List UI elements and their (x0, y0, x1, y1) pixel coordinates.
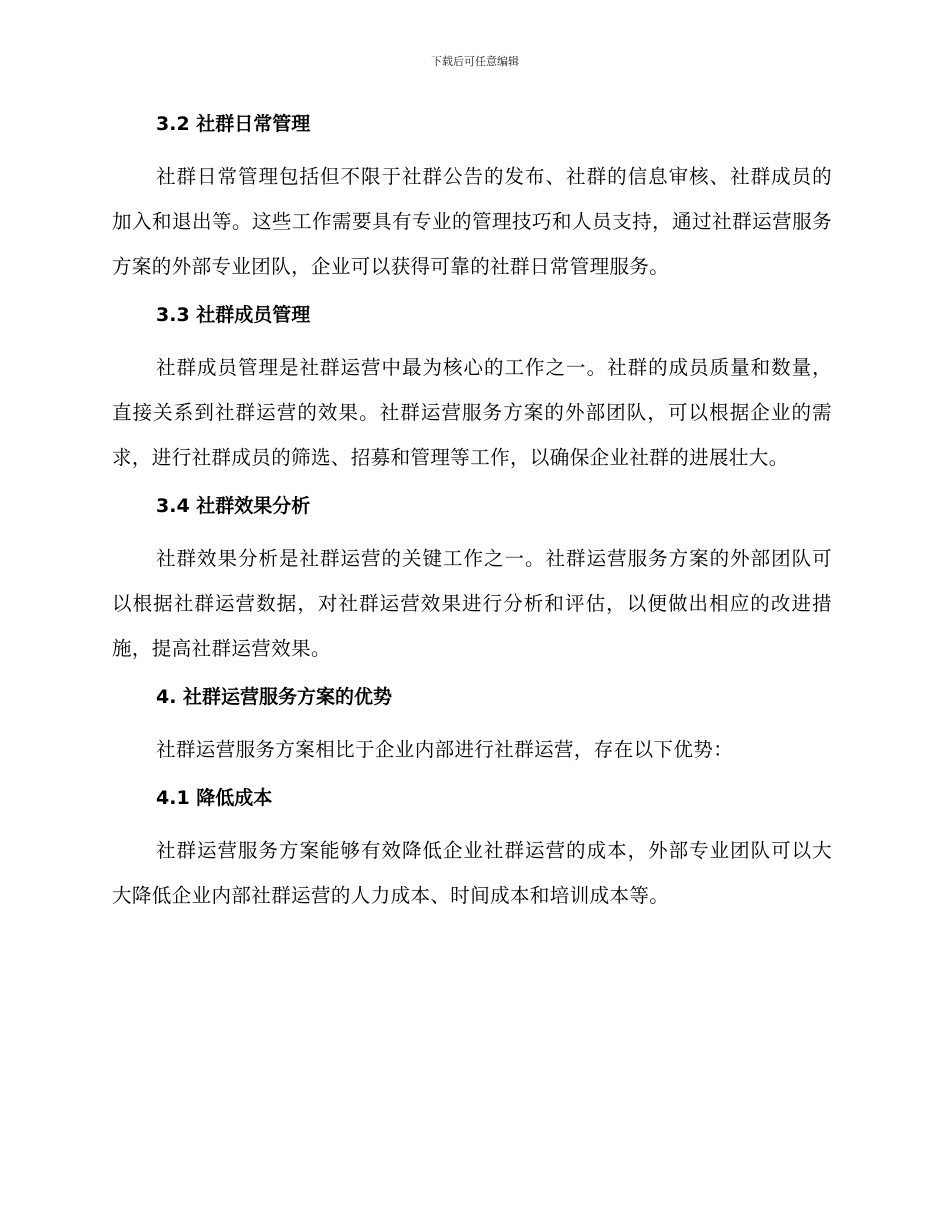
section-heading-3-2: 3.2 社群日常管理 (156, 113, 311, 135)
section-heading-4-1: 4.1 降低成本 (156, 787, 273, 809)
section-paragraph-3-4: 社群效果分析是社群运营的关键工作之一。社群运营服务方案的外部团队可以根据社群运营数据，对社群运营效果进行分析和评估，以便做出相应的改进措施，提高社群运营效果。 (112, 547, 832, 660)
section-heading-4: 4. 社群运营服务方案的优势 (156, 686, 393, 708)
section-paragraph-3-3: 社群成员管理是社群运营中最为核心的工作之一。社群的成员质量和数量，直接关系到社群运营的效果。社群运营服务方案的外部团队，可以根据企业的需求，进行社群成员的筛选、招募和管理等工作，以确保企业社群的进展壮大。 (112, 356, 832, 469)
section-paragraph-3-2: 社群日常管理包括但不限于社群公告的发布、社群的信息审核、社群成员的加入和退出等。这些工作需要具有专业的管理技巧和人员支持，通过社群运营服务方案的外部专业团队，企业可以获得可靠的社群日常管理服务。 (112, 165, 832, 278)
section-paragraph-4: 社群运营服务方案相比于企业内部进行社群运营，存在以下优势： (156, 738, 734, 761)
page-header: 下载后可任意编辑 (431, 55, 519, 68)
section-paragraph-4-1: 社群运营服务方案能够有效降低企业社群运营的成本，外部专业团队可以大大降低企业内部社群运营的人力成本、时间成本和培训成本等。 (112, 839, 832, 907)
document-body (112, 110, 832, 918)
section-heading-3-4: 3.4 社群效果分析 (156, 495, 311, 517)
section-heading-3-3: 3.3 社群成员管理 (156, 304, 311, 326)
